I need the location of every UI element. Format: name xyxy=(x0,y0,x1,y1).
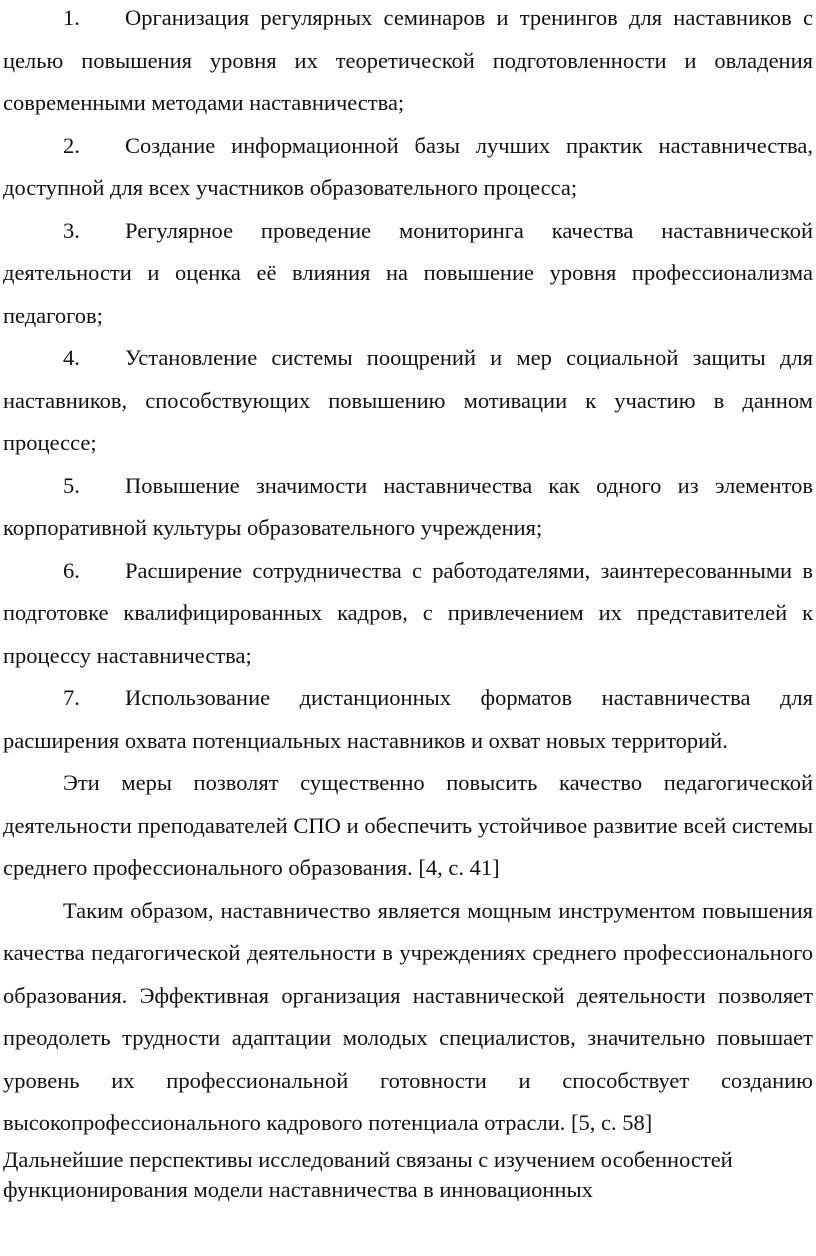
list-item-number: 4. xyxy=(63,345,80,370)
list-item-number: 6. xyxy=(63,557,80,583)
list-item-number: 3. xyxy=(63,217,80,243)
list-item-number: 7. xyxy=(63,685,80,710)
list-item xyxy=(3,0,813,125)
list-item xyxy=(3,677,813,762)
list-item-text: Создание информационной базы лучших практик наставничества, доступной для всех участников образовательного процесса; xyxy=(3,132,813,200)
list-item xyxy=(3,550,813,678)
list-item-text: Организация регулярных семинаров и тренингов для наставников с целью повышения уровня их теоретической подготовленности и овладения современными методами наставничества; xyxy=(3,5,813,115)
body-paragraph: Таким образом, наставничество является мощным инструментом повышения качества педагогической деятельности в учреждениях среднего профессионального образования. Эффективная организация наставнической деятельности позволяет преодолеть трудности адаптации молодых специалистов, значительно повышает уровень их профессиональной готовности и способствует созданию высокопрофессионального кадрового потенциала отрасли. [5, с. 58] xyxy=(3,897,813,1135)
list-item xyxy=(3,465,813,550)
list-item-text: Установление системы поощрений и мер социальной защиты для наставников, способствующих повышению мотивации к участию в данном процессе; xyxy=(3,345,813,455)
list-item-number: 5. xyxy=(63,472,80,498)
list-item xyxy=(3,337,813,465)
list-item-text: Расширение сотрудничества с работодателями, заинтересованными в подготовке квалифицированных кадров, с привлечением их представителей к процессу наставничества; xyxy=(3,557,813,668)
list-item-number: 2. xyxy=(63,132,80,158)
list-item xyxy=(3,210,813,338)
final-paragraph: Дальнейшие перспективы исследований связаны с изучением особенностей функционирования модели наставничества в инновационных xyxy=(3,1146,733,1202)
list-item-text: Регулярное проведение мониторинга качества наставнической деятельности и оценка её влияния на повышение уровня профессионализма педагогов; xyxy=(3,217,813,328)
list-item xyxy=(3,125,813,210)
list-item-number: 1. xyxy=(63,5,80,30)
list-item-text: Использование дистанционных форматов наставничества для расширения охвата потенциальных наставников и охват новых территорий. xyxy=(3,685,813,753)
list-item-text: Повышение значимости наставничества как одного из элементов корпоративной культуры образовательного учреждения; xyxy=(3,472,813,540)
body-paragraph: Эти меры позволят существенно повысить качество педагогической деятельности преподавателей СПО и обеспечить устойчивое развитие всей системы среднего профессионального образования. [4, с. 41] xyxy=(3,770,813,880)
